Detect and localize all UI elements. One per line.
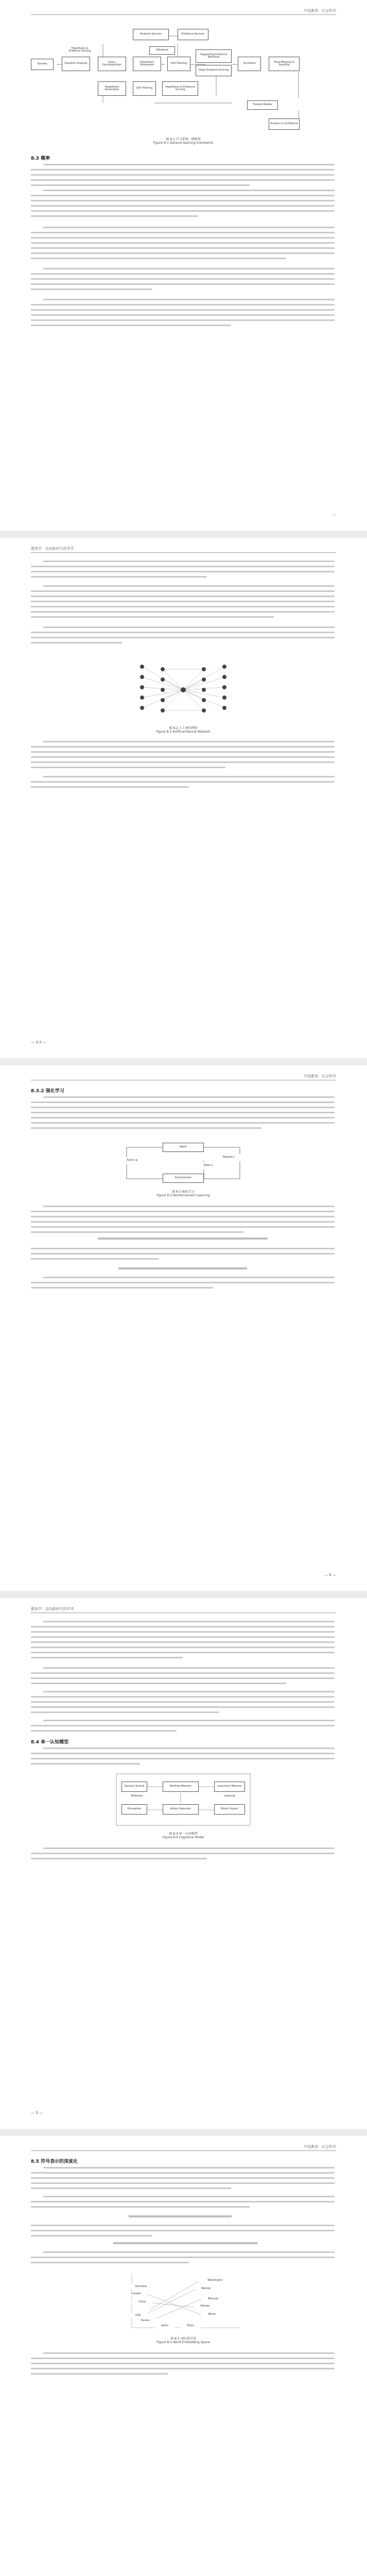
- paragraph: [31, 2352, 335, 2378]
- paragraph: [31, 227, 335, 263]
- paragraph: [31, 164, 335, 221]
- fig1-node: Hypothesis & Evidence Scoring: [162, 81, 198, 96]
- paragraph: [31, 585, 335, 621]
- fig1-node: Supporting Evidence Retrieval: [196, 49, 232, 63]
- page-gap: [0, 531, 367, 538]
- header-rule: [31, 552, 336, 553]
- fig1-node: Deep Evidence Scoring: [196, 65, 232, 76]
- page-2: [0, 538, 367, 1058]
- page-3: [0, 1065, 367, 1591]
- page-gap: [0, 2129, 367, 2136]
- word-label: Japan: [154, 2324, 175, 2328]
- section-title: 8.3 概率: [31, 156, 50, 161]
- word-label: Tokyo: [180, 2324, 201, 2328]
- page-number: — 8 —: [324, 1573, 336, 1577]
- figure-caption: 图 8-1 学习系统一般框架 Figure 8-1 General learning framework: [153, 138, 214, 145]
- equation: [67, 1235, 299, 1243]
- fig1-node: Answer & Confidence: [269, 118, 300, 130]
- page-gap: [0, 1058, 367, 1065]
- page-gap: [0, 1591, 367, 1598]
- fig1-node: Soft Filtering: [167, 57, 190, 71]
- paragraph: [31, 1096, 335, 1132]
- cognitive-model-connectors: [111, 1771, 255, 1828]
- word-label: Ottawa: [195, 2304, 215, 2309]
- equation: [67, 2213, 299, 2221]
- page-4: [0, 1598, 367, 2129]
- paragraph: [31, 1248, 335, 1263]
- fig1-node: Hypothesis Generation: [133, 57, 161, 71]
- paragraph: [31, 1691, 335, 1717]
- paragraph: [31, 2251, 335, 2267]
- section-title: 8.4 单一认知模型: [31, 1740, 69, 1745]
- paragraph: [31, 1277, 335, 1292]
- word-label: Berlin: [202, 2312, 222, 2317]
- figure-caption: 图 8-4 单一认知模型 Figure 8-4 Cognitive Model: [162, 1832, 204, 1839]
- paragraph: [31, 1720, 335, 1735]
- paragraph: [31, 1667, 335, 1688]
- fig1-node: Analysis Sources: [133, 29, 169, 40]
- page-1: [0, 0, 367, 531]
- paragraph: [31, 776, 335, 791]
- section-title: 8.3.2 强化学习: [31, 1089, 64, 1094]
- running-header: 教育学 · 走向新时代的学术: [31, 547, 74, 551]
- paragraph: [31, 1848, 335, 1863]
- cog-node: Motor Output: [214, 1804, 245, 1815]
- fig1-node: Hypothesis & Evidence Scoring: [67, 46, 93, 54]
- rl-state-label: State sₜ: [196, 1162, 221, 1170]
- paragraph: [31, 1206, 335, 1236]
- fig1-node: Final Merging & Ranking: [269, 57, 300, 71]
- paragraph: [31, 626, 335, 647]
- header-rule: [31, 2150, 336, 2151]
- fig1-node: Hypothesis Generation: [98, 81, 126, 96]
- word-label: USA: [128, 2313, 148, 2318]
- paragraph: [31, 561, 335, 581]
- figure-caption: 图 8-5 词向量空间 Figure 8-5 Word Embedding Space: [156, 2337, 210, 2344]
- running-header: 中国教育 · 社会科学: [304, 2145, 336, 2149]
- equation: [67, 2240, 299, 2247]
- paragraph: [31, 741, 335, 772]
- header-rule: [31, 14, 336, 15]
- rl-reward-label: Reward rₜ: [216, 1154, 242, 1161]
- rl-action-label: Action aₜ: [119, 1157, 145, 1164]
- fig1-node: Evidence Sources: [178, 29, 208, 40]
- fig1-node: Trained Models: [247, 100, 278, 110]
- word-label: Beijing: [196, 2286, 216, 2291]
- paragraph: [31, 268, 335, 294]
- fig1-node: Synthesis: [238, 57, 261, 71]
- word-label: Washington: [201, 2278, 230, 2283]
- fig1-node: Database: [149, 46, 175, 55]
- running-header: 教育学 · 走向新时代的学术: [31, 1607, 74, 1611]
- word-label: Germany: [131, 2284, 151, 2289]
- fig1-node: Query Decomposition: [98, 57, 126, 71]
- paragraph: [31, 2167, 335, 2193]
- cog-node: Working Memory: [163, 1782, 199, 1792]
- figure-caption: 图 8-2 人工神经网络 Figure 8-2 Artificial Neural Network: [156, 726, 211, 734]
- cog-node: Learning: [214, 1794, 245, 1799]
- cog-node: Sensory Stimuli: [121, 1782, 147, 1792]
- page-number: — 5 —: [31, 2111, 43, 2115]
- fig1-node: Soft Filtering: [133, 81, 156, 96]
- paragraph: [31, 1748, 335, 1768]
- equation: [67, 1265, 299, 1273]
- fig1-node: Question Analysis: [62, 57, 90, 71]
- page-5: [0, 2136, 367, 2576]
- paragraph: [31, 299, 335, 330]
- fig1-node: Queries: [31, 59, 54, 70]
- word-label: China: [132, 2300, 152, 2304]
- paragraph: [31, 2225, 335, 2240]
- cog-node: Long-term Memory: [214, 1782, 245, 1792]
- page-number: — 4.3 —: [31, 1040, 46, 1044]
- neural-network-figure: [132, 656, 235, 723]
- running-header: 中国教育 · 社会科学: [304, 1074, 336, 1078]
- cog-node: Perception: [121, 1804, 147, 1815]
- rl-agent-box: Agent: [163, 1143, 204, 1152]
- figure-caption: 图 8-3 强化学习 Figure 8-3 Reinforcement Learning: [156, 1190, 210, 1197]
- cog-node: Attention: [127, 1794, 147, 1799]
- running-header: 中国教育 · 社会科学: [304, 9, 336, 13]
- rl-environment-box: Environment: [163, 1174, 204, 1183]
- paragraph: [31, 2196, 335, 2211]
- page-number: —: [333, 513, 336, 517]
- word-label: Canada: [126, 2292, 146, 2296]
- section-title: 8.5 符号表示的深度化: [31, 2159, 78, 2164]
- paragraph: [31, 1621, 335, 1662]
- cog-node: Action Selection: [163, 1804, 199, 1815]
- word-label: Moscow: [203, 2297, 223, 2301]
- word-label: Russia: [135, 2318, 155, 2323]
